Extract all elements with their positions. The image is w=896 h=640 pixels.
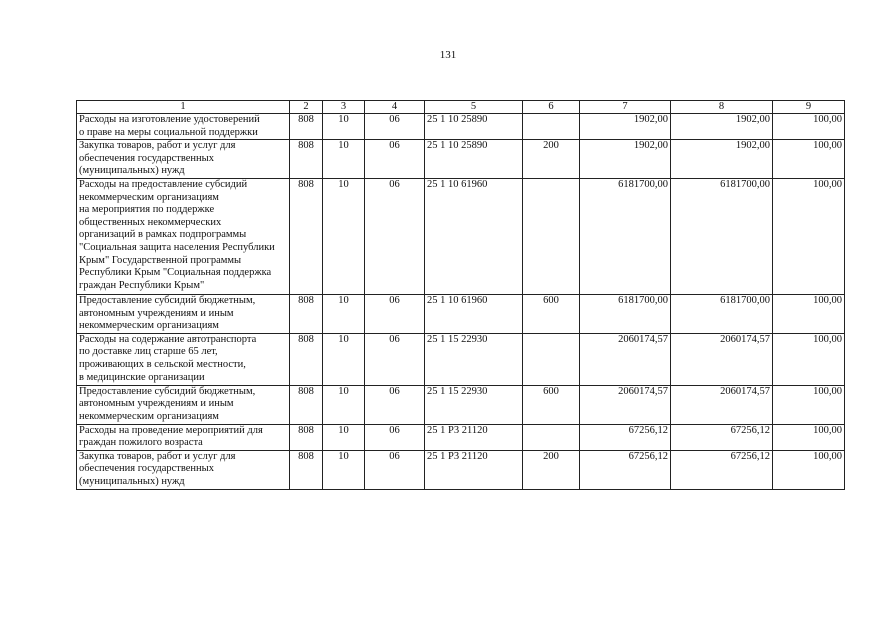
row-name-line: о праве на меры социальной поддержки [79,126,258,138]
target-article-cell: 25 1 P3 21120 [425,424,523,450]
execution-percent-cell: 100,00 [773,333,845,385]
row-name-line: некоммерческим организациям [79,410,219,422]
row-name-line: (муниципальных) нужд [79,165,185,177]
executed-amount-cell: 6181700,00 [671,294,773,333]
section-cell: 10 [323,294,365,333]
page-number: 131 [439,49,457,61]
table-row [77,333,845,385]
admin-code-cell: 808 [290,114,323,140]
table-row [77,385,845,424]
planned-amount-cell: 1902,00 [580,140,671,179]
section-cell: 10 [323,114,365,140]
row-name-cell [77,114,290,140]
row-name-cell [77,178,290,294]
executed-amount-cell: 2060174,57 [671,385,773,424]
admin-code-cell: 808 [290,178,323,294]
subsection-cell: 06 [365,450,425,489]
row-name-line: Крым" Государственной программы [79,254,242,266]
admin-code-cell: 808 [290,385,323,424]
table-row [77,424,845,450]
expense-type-cell: 600 [523,385,580,424]
header-col-4: 4 [365,101,425,114]
row-name-line: общественных некоммерческих [79,216,222,228]
header-row [77,101,845,114]
expense-type-cell [523,114,580,140]
target-article-cell: 25 1 15 22930 [425,333,523,385]
section-cell: 10 [323,178,365,294]
subsection-cell: 06 [365,114,425,140]
execution-percent-cell: 100,00 [773,424,845,450]
planned-amount-cell: 67256,12 [580,424,671,450]
header-col-9: 9 [773,101,845,114]
expense-type-cell [523,424,580,450]
executed-amount-cell: 6181700,00 [671,178,773,294]
admin-code-cell: 808 [290,140,323,179]
row-name-cell [77,333,290,385]
table-header [77,101,845,114]
row-name-line: "Социальная защита населения Республики [79,241,275,253]
row-name-line: автономным учреждениям и иным [79,307,234,319]
row-name-line: граждан Республики Крым" [79,279,205,291]
planned-amount-cell: 6181700,00 [580,178,671,294]
executed-amount-cell: 67256,12 [671,424,773,450]
admin-code-cell: 808 [290,294,323,333]
table-row [77,450,845,489]
expense-type-cell: 200 [523,140,580,179]
target-article-cell: 25 1 10 25890 [425,114,523,140]
row-name-line: Расходы на содержание автотранспорта [79,333,257,345]
row-name-line: обеспечения государственных [79,152,214,164]
executed-amount-cell: 1902,00 [671,114,773,140]
executed-amount-cell: 67256,12 [671,450,773,489]
row-name-line: Предоставление субсидий бюджетным, [79,294,256,306]
subsection-cell: 06 [365,178,425,294]
row-name-cell [77,140,290,179]
row-name-cell [77,424,290,450]
table-row [77,178,845,294]
table-body [77,114,845,490]
row-name-line: некоммерческим организациям [79,191,219,203]
execution-percent-cell: 100,00 [773,385,845,424]
target-article-cell: 25 1 15 22930 [425,385,523,424]
planned-amount-cell: 67256,12 [580,450,671,489]
executed-amount-cell: 2060174,57 [671,333,773,385]
admin-code-cell: 808 [290,450,323,489]
expense-type-cell [523,178,580,294]
admin-code-cell: 808 [290,333,323,385]
row-name-cell [77,385,290,424]
subsection-cell: 06 [365,333,425,385]
row-name-line: Закупка товаров, работ и услуг для [79,140,236,152]
planned-amount-cell: 2060174,57 [580,385,671,424]
target-article-cell: 25 1 10 25890 [425,140,523,179]
header-col-6: 6 [523,101,580,114]
row-name-line: Предоставление субсидий бюджетным, [79,385,256,397]
subsection-cell: 06 [365,294,425,333]
section-cell: 10 [323,385,365,424]
execution-percent-cell: 100,00 [773,450,845,489]
row-name-cell [77,450,290,489]
execution-percent-cell: 100,00 [773,114,845,140]
subsection-cell: 06 [365,385,425,424]
row-name-line: Закупка товаров, работ и услуг для [79,450,236,462]
section-cell: 10 [323,140,365,179]
budget-table [76,100,845,490]
planned-amount-cell: 1902,00 [580,114,671,140]
section-cell: 10 [323,424,365,450]
row-name-line: Республики Крым "Социальная поддержка [79,267,272,279]
row-name-line: некоммерческим организациям [79,320,219,332]
expense-type-cell: 600 [523,294,580,333]
execution-percent-cell: 100,00 [773,140,845,179]
target-article-cell: 25 1 10 61960 [425,294,523,333]
subsection-cell: 06 [365,424,425,450]
row-name-line: по доставке лиц старше 65 лет, [79,346,218,358]
target-article-cell: 25 1 P3 21120 [425,450,523,489]
header-col-7: 7 [580,101,671,114]
header-col-2: 2 [290,101,323,114]
row-name-line: граждан пожилого возраста [79,437,203,449]
section-cell: 10 [323,450,365,489]
row-name-line: Расходы на проведение мероприятий для [79,424,263,436]
execution-percent-cell: 100,00 [773,178,845,294]
row-name-cell [77,294,290,333]
row-name-line: проживающих в сельской местности, [79,358,246,370]
header-col-8: 8 [671,101,773,114]
table-row [77,114,845,140]
expense-type-cell [523,333,580,385]
row-name-line: на мероприятия по поддержке [79,204,215,216]
table-row [77,294,845,333]
subsection-cell: 06 [365,140,425,179]
row-name-line: Расходы на изготовление удостоверений [79,114,260,125]
expense-type-cell: 200 [523,450,580,489]
table-row [77,140,845,179]
header-col-1: 1 [77,101,290,114]
header-col-5: 5 [425,101,523,114]
row-name-line: Расходы на предоставление субсидий [79,178,248,190]
planned-amount-cell: 2060174,57 [580,333,671,385]
execution-percent-cell: 100,00 [773,294,845,333]
row-name-line: организаций в рамках подпрограммы [79,229,247,241]
header-col-3: 3 [323,101,365,114]
row-name-line: автономным учреждениям и иным [79,398,234,410]
row-name-line: (муниципальных) нужд [79,475,185,487]
row-name-line: в медицинские организации [79,371,205,383]
target-article-cell: 25 1 10 61960 [425,178,523,294]
section-cell: 10 [323,333,365,385]
admin-code-cell: 808 [290,424,323,450]
executed-amount-cell: 1902,00 [671,140,773,179]
row-name-line: обеспечения государственных [79,463,214,475]
planned-amount-cell: 6181700,00 [580,294,671,333]
